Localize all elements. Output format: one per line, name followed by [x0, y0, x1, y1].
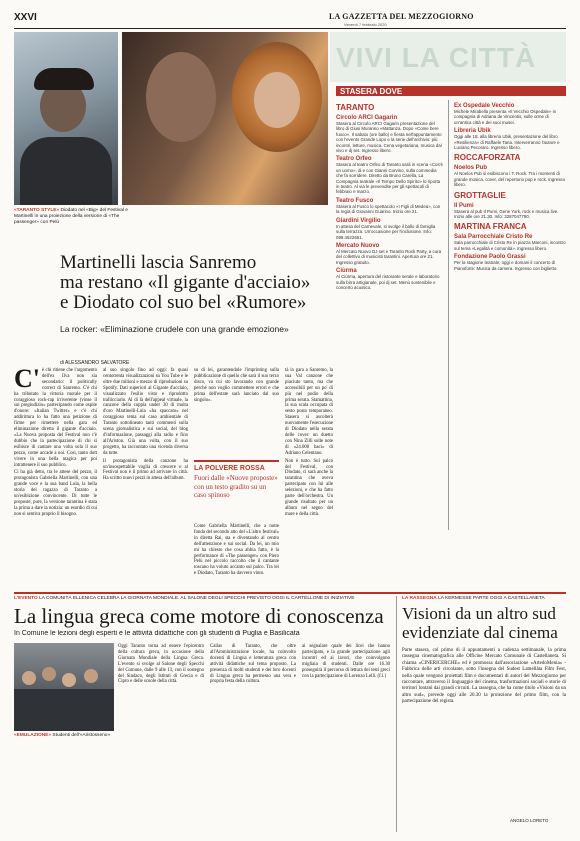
event-column-2 — [210, 644, 296, 685]
event-caption-text: Studenti dell'«Aristosseno» — [52, 733, 111, 738]
venue-noelos-text: Al Noelos Pub si esibiscono i T. Rock. Tra i momenti di grande musica, cover, del repertorio pop e rock. Ingresso libero. — [454, 171, 566, 188]
venue-mercato: Mercato Nuovo — [336, 242, 380, 249]
venue-fusco: Teatro Fusco — [336, 197, 374, 204]
venue-ubik: Libreria Ubik — [454, 128, 491, 135]
header-rule — [14, 28, 566, 29]
stasera-divider — [448, 100, 449, 530]
venue-fusco-text: Stasera al Fusco lo spettacolo «I Figli di Medea», con la regia di Giovanni Guarino. Inizio ore 21. — [336, 203, 441, 215]
venue-orfeo-text: Stasera al teatro Orfeo di Taranto sarà in scena «Cos'è un uomo», di e con Gianni Corvino, sulla commedia che fa sorridere. Diretto da Bruno Carella, La Compagnia teatrale «Il Tempo Dello Spirito» lo riporta in teatro. Al via le prevendite per gli spettacoli di febbraio e marzo. — [336, 162, 443, 195]
article-column-4 — [285, 368, 333, 518]
city-roccaforzata: ROCCAFORZATA — [454, 153, 521, 163]
venue-virgilio: Giardini Virgilio — [336, 217, 381, 224]
photo-caption-text: Diodato nel «Big» del Festival e Martinelli in una proiezione della versione di «The passenger» con Pelù — [14, 208, 128, 225]
venue-virgilio-text: In attesa del Carnevale, si svolge il ballo di famiglia sulla terrazza. Un'occasione per l'inclusione. Info: 099.4522661. — [336, 223, 436, 240]
stasera-column-1 — [336, 100, 444, 290]
page-header — [14, 12, 566, 26]
portrait-jacket — [20, 137, 112, 205]
article-col2-para-2: Il protagonista della canzone ha un'insospettabile voglia di crescere e al Festival non è il primo ad arrivare in città. Ha scritto nuovi pezzi in attesa dell'album. — [103, 458, 188, 482]
city-taranto: TARANTO — [336, 103, 375, 112]
review-byline: ANGELO LORETO — [510, 818, 549, 823]
venue-paolo-grassi-text: Per la stagione teatrale, oggi e domani il concerto di Pianoforte: Musica da camera. Ingresso con biglietto. — [454, 260, 558, 271]
headline-line-1: Martinelli lascia Sanremo — [60, 252, 257, 273]
section-banner — [330, 32, 566, 82]
venue-cristo-re: Sala Parrocchiale Cristo Re — [454, 234, 533, 241]
review-headline — [402, 604, 566, 642]
article-column-3b — [194, 524, 279, 577]
city-grottaglie: GROTTAGLIE — [454, 190, 506, 200]
review-headline-1: Visioni da un altro sud — [402, 604, 556, 623]
venue-pumi-text: Stasera al pub Il Pumi, Gene York, rock e musica live. Inizio alle ore 21.30. Info: 3287047790. — [454, 208, 559, 220]
event-subtitle: In Comune le lezioni degli esperti e le attività didattiche con gli studenti di Puglia e Basilicata — [14, 630, 300, 637]
article-col1-para-1: è chi ritiene che l'argomento dell'ex Ilva non sia secondario: il politically correct di Sanremo. C'è chi ha tributato la vittoria morale per il coraggioso rock-rap irriverente (vinse il sui pregiudizio» partecipando come ospite d'onore: «Italian Twitter» e c'è chi addirittura lo ha fatto una petizione di firme per rimettere nella gara ed eliminazione diretta il gigante d'acciaio. «La Nuova proposta del Festival non c'è dubbio che la partecipazione di chi si esibisce di cantare una volta sola il suo pezzo, come accade a noi. Così, tanto dott vivere in una bella magica per poi intrattenere il suo pubblico. — [14, 368, 97, 468]
review-kicker-label: LA RASSEGNA — [402, 596, 437, 601]
byline-text: di ALESSANDRO SALVATORE — [60, 360, 130, 366]
city-martina-franca: MARTINA FRANCA — [454, 222, 527, 232]
event-column-1 — [118, 644, 204, 685]
stasera-title: STASERA DOVE — [340, 87, 403, 96]
portrait-pelu — [146, 52, 216, 142]
headline-line-2: ma restano «Il gigante d'acciaio» — [60, 272, 311, 293]
portrait-hair — [34, 68, 94, 90]
stasera-column-2 — [454, 100, 566, 271]
photo-diodato — [14, 32, 118, 205]
article-column-1 — [14, 364, 97, 518]
event-kicker — [14, 596, 394, 601]
article-column-2 — [103, 368, 188, 482]
drop-cap: C' — [14, 364, 40, 393]
venue-pumi: Il Pumi — [454, 202, 474, 209]
quote-box — [194, 460, 279, 524]
students-bodies — [14, 689, 114, 731]
bottom-section-rule — [14, 592, 566, 594]
quote-box-title: LA POLVERE ROSSA — [194, 465, 265, 472]
stasera-header — [336, 86, 566, 96]
article-col3-para-2: Come Gabriella Martinelli, che a notte fonda del secondo atto del «L'altro festival» in diretta Rai, sta e diventando al centro dell'attenzione e sui social. Da lei, un mio mi ha chiesto che cosa abbia fatto, è la performance di «The passenger» con Piero Pelù nel piccolo raccolto che il cantante toscano ha voluto accanto sul palco. Tra lei e Diodato, Taranto ha davvero vinto. — [194, 524, 279, 577]
photo-caption — [14, 208, 130, 226]
venue-ciurma: Ciùrma — [336, 268, 357, 275]
review-kicker — [402, 596, 566, 601]
review-kicker-text: LA KERMESSE PARTE OGGI A CASTELLANETA — [438, 596, 545, 601]
portrait-martinelli-face — [254, 72, 300, 128]
event-caption-kicker: «EMULAZIONE» — [14, 733, 52, 738]
venue-orfeo: Teatro Orfeo — [336, 156, 372, 163]
venue-gagarin-text: Stasera al Circolo ARCI Gagarin presentazione del libro di Giusi Muranno «Mattanza. Dopo «Come bere fuoco». Il sabato (ore ballo) e fiesta nell'appuntamento con l'evento Grande Lupo e la serie dell'archivio: più incontri, letture, musica. Cena vegetariana, musica dal vivo e dj set. Ingresso libero. — [336, 121, 442, 154]
event-col2-text: Callas di Taranto, che oltre all'Amministrazione locale, ha coinvolto docenti di Lingua e letteratura greca con attività didattiche sul tema proposto. La presenza di molti studenti e dei loro docenti di Lingua greca ha permesso una vera e propria festa della cultura. — [210, 644, 296, 685]
event-photo-caption — [14, 733, 114, 739]
student-head — [62, 673, 76, 687]
event-kicker-label: L'EVENTO — [14, 596, 38, 601]
article-col4-para-2: Non è tutto. Sul palco del Festival, con Diodato, ci sarà anche la tarantina che aveva partecipato con lui alle selezioni, e che ha fatto parte dell'orchestra. Un grande risultato per un album nel segno del mare e della città. — [285, 458, 333, 517]
photo-students — [14, 643, 114, 731]
issue-date: Venerdì 7 febbraio 2020 — [344, 22, 387, 27]
review-text: Parte stasera, col primo di il appuntamenti a cadenza settimanale, la prima rassegna cinematografica alle Officine Mercato Comunale di Castellaneta. Si chiama «CINERICERCHE» ed è promossa dall'associazione «ArtedoMenia» - Fabbrica delle arti circolante, sotto l'insegna del Sudest Lamellàta Film Fest, nella quale vengono proiettati film e documentari di autori del Mezzogiorno per raccontare, attraverso il linguaggio del cinema, trasformazioni sociali e storie di territori lontani dai grandi circuiti. La rassegna, che ha come titolo «Visioni da un altro sud», prevede oggi alle 20.30 la proiezione del primo film, con la partecipazione del regista. — [402, 648, 566, 705]
venue-gagarin: Circolo ARCI Gagarin — [336, 115, 398, 121]
venue-cristo-re-text: Sala parrocchiale di Cristo Re in piazza Marconi, incontro sul tema «Legalità e comunità». Ingresso libero. — [454, 240, 566, 251]
article-col3-para-1: su di lei, garantendole l'imprinting sulla pubblicazione di quello che sarà il suo terzo disco, va cui sto lavorando con grande perché non voglio commettere errori e che prima dell'estate sarà lanciato dal suo singolo». — [194, 368, 279, 403]
bottom-divider — [396, 596, 397, 832]
article-col1-para-2: Ci ha già detto, tra le attese del pezzo, il protagonista Gabriella Martinelli, con una grande voce e la sua band Lula, la bella storia del ragazzo di Taranto a un'esibizione convincente. Di tutte le proposte, pure, la versione tarantina è stata la prima a dare la notizia: un esordio di cui non si sentiva proprio il bisogno. — [14, 470, 97, 517]
main-headline — [60, 253, 350, 313]
quote-box-text: Fuori dalle «Nuove proposte» con un testo gradito su un caso spinoso — [194, 474, 278, 499]
student-head — [84, 669, 98, 683]
venue-ex-ospedale: Ex Ospedale Vecchio — [454, 103, 515, 109]
venue-paolo-grassi: Fondazione Paolo Grassi — [454, 254, 526, 261]
newspaper-name: LA GAZZETTA DEL MEZZOGIORNO — [329, 12, 474, 21]
article-column-3 — [194, 368, 279, 403]
event-kicker-text: LA COMUNITÀ ELLENICA CELEBRA LA GIORNATA MONDIALE. AL SALONE DEGLI SPECCHI PREVISTO OGGI IL CARTELLONE DI INIZIATIVE — [39, 596, 355, 601]
headline-line-3: e Diodato col suo bel «Rumore» — [60, 292, 307, 313]
venue-ubik-text: Oggi alle 18, alla libreria Ubik, presentazione del libro «Resilienza» di Raffaele Tana. Interverranno l'autore e Luciano Pecoraro. Ingresso libero. — [454, 134, 560, 151]
event-column-3 — [302, 644, 390, 679]
section-title: VIVI LA CITTÀ — [336, 42, 537, 73]
venue-mercato-text: Al Mercato Nuovo DJ set e Taranto Rock Party, a cura del collettivo di musicisti tarantini. Apertura ore 21. Ingresso gratuito. — [336, 248, 442, 265]
student-head — [42, 667, 56, 681]
photo-caption-kicker: «TARANTO STYLE» — [14, 208, 60, 213]
event-headline: La lingua greca come motore di conoscenza — [14, 604, 384, 628]
page-number: XXVI — [14, 12, 37, 23]
venue-noelos: Noelos Pub — [454, 165, 488, 172]
event-col3-text: ai segnalare quale dei licei che hanno partecipato, e la grande partecipazione agli incontri ed ai lavori, che coinvolgono migliaia di studenti. Dalle ore 16.30 proseguirà il percorso di lettura dei testi greci con la partecipazione di Lorenzo Lelli. (f.l.) — [302, 644, 390, 679]
byline — [60, 360, 129, 366]
review-headline-2: evidenziate dal cinema — [402, 623, 558, 642]
photo-martinelli-pelu — [122, 32, 328, 205]
article-col2-para-1: al suo singolo fino ad oggi: fa quasi centotrenta visualizzazioni su You Tube e le oltre due milioni e mezzo di riproduzioni su Spotify. Dati superiori al Gigante d'acciaio, visualizzato l'esilio visto e riprodotto trallicciarlo. Al di là dell'appeal virtuale, la canzone della coppia under 30 di molta d'oro Martinelli-Lula «ha spaccato» nel coraggioso tema sul caso ambientale di Taranto sottolineato tanti commenti sulla scena giornalistica e sui social, del blog d'informazione, passaggi alla radio e fino all'Ariston. Già una volta, con il suo progetto, ha raccontato una vicenda diversa da tutte. — [103, 368, 188, 456]
event-col1-text: Oggi Taranto torna ad essere l'epicentro della cultura greca, in occasione della Giornata Mondiale della Lingua Greca. L'evento si svolge al Salone degli Specchi del Comune, dalle 9 alle 13, con il sostegno del Sindaco, degli Istituti di Grecia e di Cipro e delle scuole della città. — [118, 644, 204, 685]
student-head — [22, 671, 36, 685]
review-body — [402, 648, 566, 706]
venue-ex-ospedale-text: Michele Mirabella presenta «Il Vecchio Ospedale» in compagnia di Adriana de Vincentis, sulle orme di un'antica città e dei suoi musei. — [454, 109, 557, 125]
article-col4-para-1: tà in gara a Sanremo, la sua Val canzone che piaciuto tanto, ma che accessibili per un po' di più nel podio della prima serata. Stamattina, la sua scala occupata di sesto posto temporaneo. Stasera si ascolterà nuovamente l'esecuzione di Diodato nella serata delle cover: un duetto con Nina Zilli sulle note di «24.000 baci» di Adriano Celentano. — [285, 368, 333, 456]
main-subtitle: La rocker: «Eliminazione crudele con una grande emozione» — [60, 324, 289, 334]
venue-ciurma-text: Al Ciùrma, apertura del ristorante serale e laboratorio sulla birra artigianale, poi dj set. Menù sostenibile e concerto acustico. — [336, 274, 440, 290]
